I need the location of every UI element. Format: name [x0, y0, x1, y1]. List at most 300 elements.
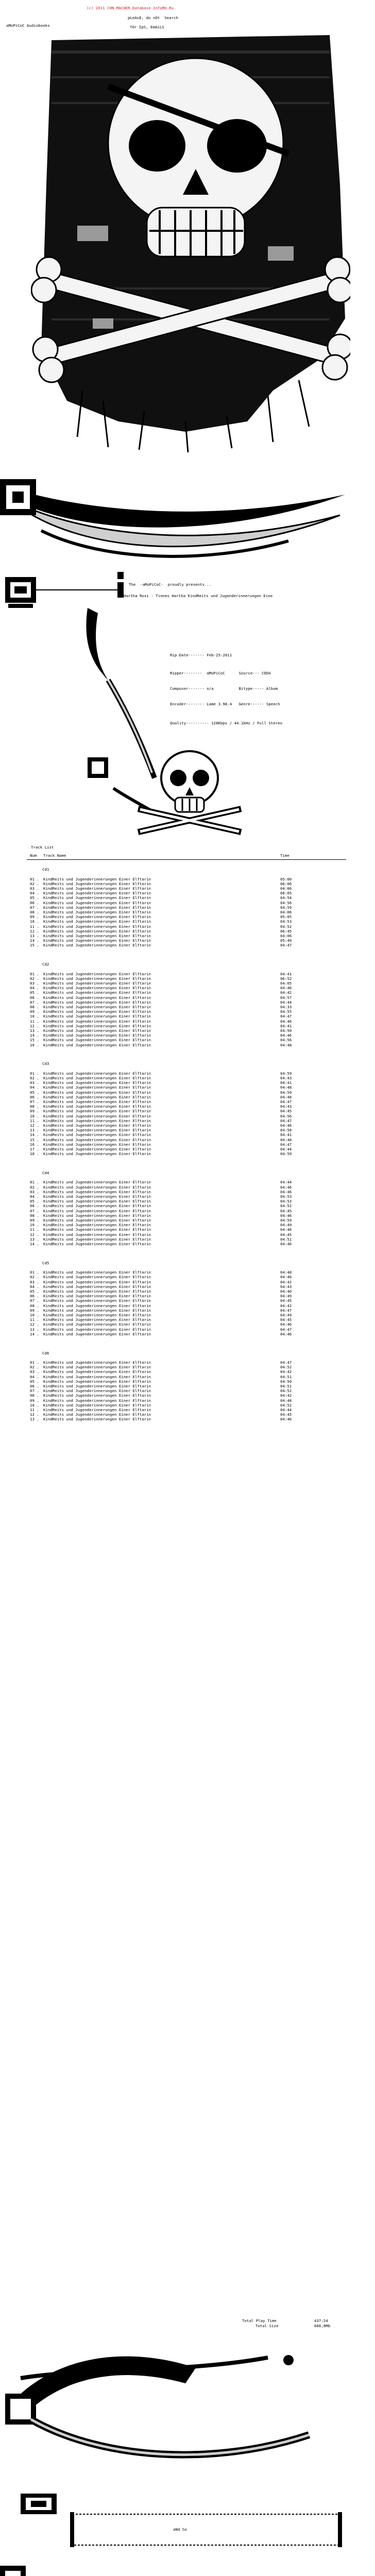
track-number: 17 . [30, 1147, 39, 1151]
header-line2: pLeAsE, do nOt Search [128, 15, 178, 20]
track-name: KindReits und Jugenderinnerungen Einer Elftarin [43, 1218, 151, 1223]
track-name: KindReits und Jugenderinnerungen Einer Elftarin [43, 1236, 151, 1242]
track-time: 04:43 [280, 1284, 292, 1289]
track-time: 04:44 [280, 1180, 292, 1185]
track-number: 12 . [30, 1123, 39, 1128]
track-time: 04:58 [280, 1128, 292, 1133]
track-number: 04 . [30, 1194, 39, 1199]
track-row [27, 1180, 346, 1184]
track-name: KindReits und Jugenderinnerungen Einer Elftarin [43, 1019, 151, 1024]
track-name: KindReits und Jugenderinnerungen Einer Elftarin [43, 1393, 151, 1398]
track-name: KindReits und Jugenderinnerungen Einer Elftarin [43, 1412, 151, 1417]
track-number: 05 . [30, 895, 39, 901]
track-number: 05 . [30, 1199, 39, 1204]
track-time: 04:45 [280, 1208, 292, 1213]
track-row [27, 1332, 346, 1336]
track-time: 04:46 [280, 1019, 292, 1024]
track-name: KindReits und Jugenderinnerungen Einer Elftarin [43, 924, 151, 929]
track-time: 04:47 [280, 1014, 292, 1019]
track-row [27, 1071, 346, 1076]
track-number: 11 . [30, 1019, 39, 1024]
track-row [27, 1028, 346, 1033]
track-name: KindReits und Jugenderinnerungen Einer Elftarin [43, 1080, 151, 1086]
track-time: 06:05 [280, 891, 292, 896]
track-name: KindReits und Jugenderinnerungen Einer Elftarin [43, 1184, 151, 1190]
total-play-label: Total Play Time [242, 2318, 277, 2323]
track-name: KindReits und Jugenderinnerungen Einer Elftarin [43, 1033, 151, 1038]
track-number: 07 . [30, 1099, 39, 1104]
track-number: 13 . [30, 1417, 39, 1422]
track-number: 10 . [30, 1223, 39, 1228]
track-name: KindReits und Jugenderinnerungen Einer Elftarin [43, 1408, 151, 1412]
track-name: KindReits und Jugenderinnerungen Einer Elftarin [43, 1279, 151, 1284]
track-row [27, 919, 346, 924]
track-name: KindReits und Jugenderinnerungen Einer Elftarin [43, 876, 151, 882]
track-time: 04:46 [280, 1331, 292, 1336]
track-name: KindReits und Jugenderinnerungen Einer Elftarin [43, 1308, 151, 1313]
track-time: 04:47 [280, 943, 292, 948]
track-time: 04:45 [280, 1317, 292, 1323]
track-row [27, 938, 346, 943]
track-name: KindReits und Jugenderinnerungen Einer Elftarin [43, 1204, 151, 1209]
cd-label: Cd5 [42, 1260, 49, 1265]
track-number: 06 . [30, 1294, 39, 1299]
track-name: KindReits und Jugenderinnerungen Einer Elftarin [43, 1213, 151, 1218]
track-time: 04:42 [280, 1303, 292, 1308]
track-name: KindReits und Jugenderinnerungen Einer Elftarin [43, 1417, 151, 1422]
track-time: 04:47 [280, 1142, 292, 1147]
track-number: 05 . [30, 1379, 39, 1384]
track-row [27, 1294, 346, 1298]
track-number: 09 . [30, 1009, 39, 1014]
track-name: KindReits und Jugenderinnerungen Einer Elftarin [43, 1303, 151, 1308]
track-time: 04:46 [280, 1275, 292, 1280]
track-time: 04:42 [280, 990, 292, 995]
sword-divider-2 [0, 2337, 375, 2492]
track-number: 05 . [30, 1289, 39, 1294]
track-row [27, 943, 346, 947]
track-name: KindReits und Jugenderinnerungen Einer Elftarin [43, 1365, 151, 1370]
track-time: 04:49 [280, 1223, 292, 1228]
track-time: 04:48 [280, 1042, 292, 1047]
track-time: 04:49 [280, 1294, 292, 1299]
track-time: 04:42 [280, 1369, 292, 1375]
track-name: KindReits und Jugenderinnerungen Einer Elftarin [43, 1284, 151, 1289]
tracklist-rule [27, 859, 346, 862]
track-time: 04:46 [280, 986, 292, 991]
track-name: KindReits und Jugenderinnerungen Einer Elftarin [43, 905, 151, 910]
track-number: 11 . [30, 1317, 39, 1323]
track-row [27, 1218, 346, 1223]
cd-label: Cd4 [42, 1171, 49, 1175]
track-number: 10 . [30, 919, 39, 924]
track-time: 04:41 [280, 1132, 292, 1138]
track-row [27, 986, 346, 990]
track-number: 08 . [30, 1104, 39, 1109]
track-number: 12 . [30, 1232, 39, 1237]
track-number: 06 . [30, 900, 39, 905]
track-number: 02 . [30, 881, 39, 886]
track-time: 04:59 [280, 1151, 292, 1157]
track-name: KindReits und Jugenderinnerungen Einer Elftarin [43, 914, 151, 920]
track-number: 07 . [30, 905, 39, 910]
track-row [27, 877, 346, 882]
release-quality: Quality---------- 128Kbps / 44.1kHz / Full Stereo [170, 720, 283, 725]
track-number: 16 . [30, 1142, 39, 1147]
track-number: 03 . [30, 981, 39, 986]
track-row [27, 934, 346, 938]
track-row [27, 1204, 346, 1208]
track-number: 04 . [30, 891, 39, 896]
track-time: 04:51 [280, 1384, 292, 1388]
track-name: KindReits und Jugenderinnerungen Einer Elftarin [43, 1294, 151, 1299]
track-row [27, 1408, 346, 1412]
track-name: KindReits und Jugenderinnerungen Einer Elftarin [43, 1270, 151, 1275]
track-row [27, 1289, 346, 1294]
track-name: KindReits und Jugenderinnerungen Einer Elftarin [43, 1331, 151, 1336]
track-time: 04:53 [280, 1199, 292, 1204]
track-row [27, 1095, 346, 1099]
track-number: 15 . [30, 1038, 39, 1043]
track-row [27, 1024, 346, 1028]
col-time-label: Time [280, 853, 289, 858]
track-row [27, 905, 346, 910]
track-number: 14 . [30, 1331, 39, 1336]
track-row [27, 1213, 346, 1218]
track-row [27, 1147, 346, 1151]
track-number: 13 . [30, 1327, 39, 1332]
track-number: 02 . [30, 1076, 39, 1080]
track-row [27, 1005, 346, 1009]
track-name: KindReits und Jugenderinnerungen Einer Elftarin [43, 1369, 151, 1375]
track-row [27, 1393, 346, 1398]
track-number: 08 . [30, 910, 39, 914]
track-row [27, 1327, 346, 1332]
track-row [27, 882, 346, 886]
track-time: 04:46 [280, 1322, 292, 1327]
cd-label: Cd1 [42, 867, 49, 872]
track-number: 12 . [30, 1023, 39, 1028]
track-time: 04:53 [280, 1194, 292, 1199]
track-number: 02 . [30, 1365, 39, 1370]
track-row [27, 910, 346, 914]
track-name: KindReits und Jugenderinnerungen Einer Elftarin [43, 1071, 151, 1076]
track-time: 04:52 [280, 1388, 292, 1394]
track-time: 04:44 [280, 999, 292, 1005]
track-row [27, 1076, 346, 1080]
track-number: 04 . [30, 1284, 39, 1289]
track-time: 04:46 [280, 1033, 292, 1038]
track-name: KindReits und Jugenderinnerungen Einer Elftarin [43, 1113, 151, 1118]
track-number: 02 . [30, 1184, 39, 1190]
track-number: 15 . [30, 1137, 39, 1142]
track-name: KindReits und Jugenderinnerungen Einer Elftarin [43, 999, 151, 1005]
track-row [27, 1190, 346, 1194]
track-row [27, 1138, 346, 1142]
track-row [27, 886, 346, 891]
track-time: 04:44 [280, 1408, 292, 1412]
track-row [27, 891, 346, 895]
track-time: 04:33 [280, 1005, 292, 1009]
track-row [27, 1317, 346, 1322]
track-row [27, 1412, 346, 1417]
release-title: Hartha Rosi - Tinnes Hartha KindReits und Jugenderinnerungen Eine [124, 594, 273, 598]
track-time: 04:50 [280, 1379, 292, 1384]
col-name-label: Track Name [43, 853, 66, 858]
tracklist-title: Track List [31, 845, 54, 850]
track-row [27, 1118, 346, 1123]
track-time: 04:47 [280, 1360, 292, 1365]
track-row [27, 1313, 346, 1317]
track-number: 09 . [30, 1398, 39, 1403]
track-time: 04:46 [280, 1417, 292, 1422]
track-number: 02 . [30, 1275, 39, 1280]
track-number: 08 . [30, 1303, 39, 1308]
track-row [27, 976, 346, 981]
cd-label: Cd6 [42, 1350, 49, 1355]
track-time: 04:43 [280, 1076, 292, 1080]
track-number: 11 . [30, 1118, 39, 1123]
track-time: 04:50 [280, 1028, 292, 1033]
track-row [27, 981, 346, 986]
track-row [27, 1019, 346, 1024]
track-name: KindReits und Jugenderinnerungen Einer Elftarin [43, 1327, 151, 1332]
track-time: 04:06 [280, 910, 292, 914]
cd-label: Cd3 [42, 1061, 49, 1066]
track-name: KindReits und Jugenderinnerungen Einer Elftarin [43, 1317, 151, 1323]
track-time: 04:47 [280, 1308, 292, 1313]
track-time: 04:48 [280, 1085, 292, 1090]
track-number: 09 . [30, 1109, 39, 1114]
track-number: 10 . [30, 1113, 39, 1118]
track-number: 07 . [30, 1388, 39, 1394]
track-name: KindReits und Jugenderinnerungen Einer Elftarin [43, 928, 151, 934]
release-info [170, 648, 282, 730]
nfo-box-text: aNd So [173, 2527, 187, 2532]
track-name: KindReits und Jugenderinnerungen Einer Elftarin [43, 1123, 151, 1128]
track-number: 03 . [30, 1369, 39, 1375]
track-time: 04:46 [280, 1189, 292, 1194]
track-time: 04:59 [280, 1071, 292, 1076]
track-time: 04:48 [280, 1398, 292, 1403]
track-name: KindReits und Jugenderinnerungen Einer Elftarin [43, 995, 151, 1000]
track-time: 04:06 [280, 886, 292, 891]
track-time: 04:42 [280, 1279, 292, 1284]
track-row [27, 1308, 346, 1313]
track-number: 09 . [30, 1218, 39, 1223]
track-time: 05:05 [280, 914, 292, 920]
track-name: KindReits und Jugenderinnerungen Einer Elftarin [43, 990, 151, 995]
track-number: 05 . [30, 1090, 39, 1095]
track-name: KindReits und Jugenderinnerungen Einer Elftarin [43, 1289, 151, 1294]
total-size-label: Total Size [255, 2324, 279, 2328]
track-row [27, 895, 346, 900]
track-time: 06:52 [280, 976, 292, 981]
small-skull-art [128, 742, 251, 840]
track-name: KindReits und Jugenderinnerungen Einer Elftarin [43, 1147, 151, 1151]
track-row [27, 1379, 346, 1384]
track-name: KindReits und Jugenderinnerungen Einer Elftarin [43, 1128, 151, 1133]
track-row [27, 1284, 346, 1289]
track-number: 09 . [30, 1308, 39, 1313]
track-time: 04:56 [280, 1038, 292, 1043]
track-time: 04:42 [280, 1393, 292, 1398]
track-name: KindReits und Jugenderinnerungen Einer Elftarin [43, 934, 151, 938]
header-line1: (c) 2011 CHN-MACHER Database InfoMe.Ru [87, 6, 174, 11]
track-number: 10 . [30, 1402, 39, 1408]
track-row [27, 1085, 346, 1090]
track-time: 04:48 [280, 1094, 292, 1099]
track-row [27, 1014, 346, 1019]
track-time: 04:49 [280, 1313, 292, 1317]
track-name: KindReits und Jugenderinnerungen Einer Elftarin [43, 1388, 151, 1394]
track-row [27, 1322, 346, 1327]
release-encoder: Encoder-------- Lame 3.98.4 Genre------ Speech [170, 702, 280, 707]
track-name: KindReits und Jugenderinnerungen Einer Elftarin [43, 1137, 151, 1142]
track-number: 07 . [30, 1208, 39, 1213]
track-name: KindReits und Jugenderinnerungen Einer Elftarin [43, 1038, 151, 1043]
track-name: KindReits und Jugenderinnerungen Einer Elftarin [43, 1227, 151, 1232]
track-row [27, 1365, 346, 1369]
totals-block [242, 2318, 350, 2334]
track-number: 10 . [30, 1014, 39, 1019]
track-time: 04:46 [280, 1123, 292, 1128]
track-number: 13 . [30, 1236, 39, 1242]
track-number: 18 . [30, 1151, 39, 1157]
track-row [27, 1237, 346, 1242]
track-time: 04:41 [280, 1080, 292, 1086]
track-row [27, 1275, 346, 1279]
track-name: KindReits und Jugenderinnerungen Einer Elftarin [43, 1085, 151, 1090]
nfo-frame [21, 2494, 355, 2555]
track-row [27, 995, 346, 1000]
release-composer: Composer------- n/a Bitype----- Album [170, 686, 278, 691]
track-number: 06 . [30, 1094, 39, 1099]
track-name: KindReits und Jugenderinnerungen Einer Elftarin [43, 1090, 151, 1095]
track-row [27, 1417, 346, 1421]
track-time: 04:53 [280, 919, 292, 924]
track-name: KindReits und Jugenderinnerungen Einer Elftarin [43, 1322, 151, 1327]
track-name: KindReits und Jugenderinnerungen Einer Elftarin [43, 1189, 151, 1194]
track-time: 04:06 [280, 934, 292, 938]
track-number: 13 . [30, 934, 39, 938]
track-number: 03 . [30, 1279, 39, 1284]
track-number: 02 . [30, 976, 39, 981]
track-number: 13 . [30, 1128, 39, 1133]
track-name: KindReits und Jugenderinnerungen Einer Elftarin [43, 1023, 151, 1028]
track-time: 04:46 [280, 1184, 292, 1190]
track-time: 04:55 [280, 1009, 292, 1014]
track-name: KindReits und Jugenderinnerungen Einer Elftarin [43, 1005, 151, 1009]
track-row [27, 1142, 346, 1147]
track-name: KindReits und Jugenderinnerungen Einer Elftarin [43, 1242, 151, 1246]
track-row [27, 1388, 346, 1393]
track-row [27, 1109, 346, 1113]
track-time: 04:52 [280, 1204, 292, 1209]
track-time: 04:46 [280, 1213, 292, 1218]
track-name: KindReits und Jugenderinnerungen Einer Elftarin [43, 1298, 151, 1303]
track-number: 13 . [30, 1028, 39, 1033]
track-number: 12 . [30, 928, 39, 934]
track-time: 04:56 [280, 900, 292, 905]
pirate-skull-art [31, 30, 350, 457]
track-time: 04:41 [280, 971, 292, 976]
sword-divider-1 [0, 459, 350, 572]
track-number: 15 . [30, 943, 39, 948]
track-number: 04 . [30, 1085, 39, 1090]
track-name: KindReits und Jugenderinnerungen Einer Elftarin [43, 976, 151, 981]
track-number: 06 . [30, 1204, 39, 1209]
track-row [27, 1080, 346, 1085]
track-name: KindReits und Jugenderinnerungen Einer Elftarin [43, 1099, 151, 1104]
track-number: 07 . [30, 999, 39, 1005]
track-time: 04:59 [280, 1218, 292, 1223]
track-number: 06 . [30, 995, 39, 1000]
track-number: 01 . [30, 876, 39, 882]
track-number: 14 . [30, 938, 39, 943]
track-row [27, 914, 346, 919]
track-number: 01 . [30, 971, 39, 976]
track-time: 04:52 [280, 1402, 292, 1408]
track-row [27, 1123, 346, 1128]
track-name: KindReits und Jugenderinnerungen Einer Elftarin [43, 1374, 151, 1379]
presents-text: The -aMoPiCoC- proudly presents... [129, 582, 212, 587]
tracklist-body [27, 862, 346, 2320]
track-name: KindReits und Jugenderinnerungen Einer Elftarin [43, 881, 151, 886]
track-time: 04:47 [280, 1118, 292, 1123]
track-row [27, 1132, 346, 1137]
track-number: 14 . [30, 1242, 39, 1246]
track-time: 04:40 [280, 1289, 292, 1294]
track-row [27, 1009, 346, 1014]
track-time: 04:44 [280, 1147, 292, 1151]
track-row [27, 1369, 346, 1374]
track-number: 03 . [30, 1189, 39, 1194]
track-number: 01 . [30, 1270, 39, 1275]
track-time: 04:52 [280, 1365, 292, 1370]
track-time: 04:48 [280, 1137, 292, 1142]
release-ripper: Ripper-------- aMoPiCoC Source--- CDDA [170, 670, 271, 675]
track-row [27, 1223, 346, 1227]
track-row [27, 1242, 346, 1246]
track-name: KindReits und Jugenderinnerungen Einer Elftarin [43, 1402, 151, 1408]
track-time: 04:45 [280, 1298, 292, 1303]
track-row [27, 1360, 346, 1365]
track-name: KindReits und Jugenderinnerungen Einer Elftarin [43, 1313, 151, 1317]
track-row [27, 1099, 346, 1104]
track-number: 01 . [30, 1360, 39, 1365]
track-time: 04:51 [280, 1374, 292, 1379]
track-row [27, 1000, 346, 1005]
track-name: KindReits und Jugenderinnerungen Einer Elftarin [43, 1118, 151, 1123]
track-row [27, 1185, 346, 1190]
track-row [27, 1398, 346, 1403]
release-rip-date: Rip-Date------- Feb-25-2011 [170, 653, 232, 658]
track-name: KindReits und Jugenderinnerungen Einer Elftarin [43, 1199, 151, 1204]
total-play-value: 437:24 [314, 2318, 328, 2323]
track-name: KindReits und Jugenderinnerungen Einer Elftarin [43, 1104, 151, 1109]
track-name: KindReits und Jugenderinnerungen Einer Elftarin [43, 1028, 151, 1033]
track-number: 03 . [30, 886, 39, 891]
track-row [27, 1090, 346, 1095]
track-name: KindReits und Jugenderinnerungen Einer Elftarin [43, 1208, 151, 1213]
track-row [27, 1151, 346, 1156]
track-row [27, 1280, 346, 1284]
track-number: 09 . [30, 914, 39, 920]
track-number: 14 . [30, 1033, 39, 1038]
track-time: 04:47 [280, 1327, 292, 1332]
track-name: KindReits und Jugenderinnerungen Einer Elftarin [43, 943, 151, 948]
